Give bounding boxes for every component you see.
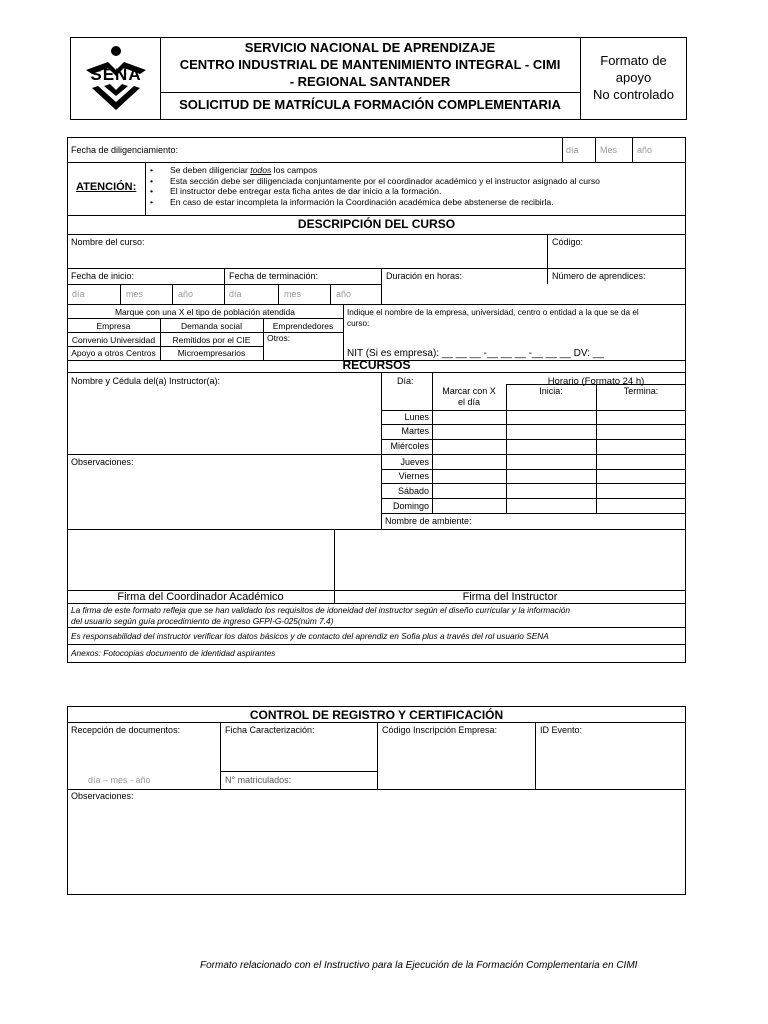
- logo-text: SENA: [90, 65, 142, 84]
- day-row: Miércoles: [390, 441, 429, 451]
- dia-header: Día:: [397, 376, 414, 386]
- termina-header: Termina:: [623, 386, 659, 396]
- matriculados-label[interactable]: N° matriculados:: [225, 775, 292, 785]
- termina-dia-field[interactable]: día: [229, 289, 242, 299]
- atencion-item: • Se deben diligenciar todos los campos: [146, 165, 600, 176]
- descripcion-title: DESCRIPCIÓN DEL CURSO: [297, 217, 456, 231]
- termina-mes-field[interactable]: mes: [284, 289, 302, 299]
- ambiente-label[interactable]: Nombre de ambiente:: [385, 516, 472, 526]
- ficha-label[interactable]: Ficha Caracterización:: [225, 725, 315, 735]
- fecha-terminacion-label: Fecha de terminación:: [229, 271, 319, 281]
- inicia-header: Inicia:: [539, 386, 563, 396]
- nombre-curso-label[interactable]: Nombre del curso:: [71, 237, 145, 247]
- inicio-ano-field[interactable]: año: [178, 289, 194, 299]
- recursos-title: RECURSOS: [342, 358, 411, 372]
- termina-ano-field[interactable]: año: [336, 289, 352, 299]
- day-row: Martes: [401, 426, 429, 436]
- header-line3: - REGIONAL SANTANDER: [289, 74, 451, 89]
- form-title: SOLICITUD DE MATRÍCULA FORMACIÓN COMPLEMENTARIA: [179, 97, 561, 112]
- codigo-empresa-label[interactable]: Código Inscripción Empresa:: [382, 725, 498, 735]
- format-line1: Formato de: [600, 53, 667, 68]
- nota-responsabilidad: Es responsabilidad del instructor verificar los datos básicos y de contacto del aprendiz en Sofia plus a través del rol usuario SENA: [71, 631, 549, 641]
- indique-label-2: curso:: [347, 319, 370, 328]
- control-observaciones-label[interactable]: Observaciones:: [71, 791, 134, 801]
- format-line2: apoyo: [615, 70, 652, 85]
- poblacion-convenio[interactable]: Convenio Universidad: [71, 335, 156, 345]
- day-row: Lunes: [404, 412, 429, 422]
- footer-note: Formato relacionado con el Instructivo para la Ejecución de la Formación Complementaria en CIMI: [200, 960, 638, 971]
- poblacion-demanda-social[interactable]: Demanda social: [181, 321, 242, 331]
- poblacion-empresa[interactable]: Empresa: [96, 321, 131, 331]
- day-row: Domingo: [392, 501, 429, 511]
- poblacion-remitidos[interactable]: Remitidos por el CIE: [172, 335, 251, 345]
- day-row: Sábado: [397, 486, 429, 496]
- horario-header: Horario (Formato 24 h): [547, 376, 645, 387]
- codigo-label[interactable]: Código:: [552, 237, 584, 247]
- format-line3: No controlado: [593, 87, 674, 102]
- marcar-header-1: Marcar con X: [442, 386, 496, 396]
- poblacion-otros[interactable]: Otros:: [267, 333, 291, 343]
- inicio-mes-field[interactable]: mes: [126, 289, 144, 299]
- firma-instructor[interactable]: Firma del Instructor: [462, 591, 558, 603]
- header-line1: SERVICIO NACIONAL DE APRENDIZAJE: [244, 40, 496, 55]
- atencion-item: • Esta sección debe ser diligenciada conjuntamente por el coordinador académico y el instructor asignado al curso: [146, 176, 600, 187]
- atencion-item: • En caso de estar incompleta la información la Coordinación académica debe abstenerse de recibirla.: [146, 197, 600, 208]
- control-title: CONTROL DE REGISTRO Y CERTIFICACIÓN: [249, 708, 504, 722]
- day-row: Viernes: [398, 471, 429, 481]
- recepcion-fecha-field[interactable]: día – mes - año: [88, 775, 151, 785]
- firma-coordinador[interactable]: Firma del Coordinador Académico: [117, 591, 284, 603]
- atencion-list: [146, 165, 600, 207]
- atencion-label: ATENCIÓN:: [76, 181, 137, 193]
- poblacion-apoyo[interactable]: Apoyo a otros Centros: [71, 348, 156, 358]
- nota-firma-2: del usuario según guía procedimiento de ingreso GFPI-G-025(núm 7.4): [71, 616, 334, 626]
- marcar-header-2: el día: [457, 397, 481, 407]
- nota-firma-1: La firma de este formato refleja que se han validado los requisitos de idoneidad del instructor según el diseño curricular y la información: [71, 605, 571, 615]
- fecha-diligenciamiento-label: Fecha de diligenciamiento:: [71, 145, 179, 155]
- numero-aprendices-label[interactable]: Número de aprendices:: [552, 271, 646, 281]
- fecha-dia-field[interactable]: día: [566, 145, 579, 155]
- fecha-inicio-label: Fecha de inicio:: [71, 271, 135, 281]
- sena-logo: [78, 44, 154, 112]
- fecha-ano-field[interactable]: año: [637, 145, 653, 155]
- nit-field[interactable]: NIT (Si es empresa): __ __ __ -__ __ __ -__ __ __ DV: __: [347, 348, 604, 359]
- observaciones-label[interactable]: Observaciones:: [71, 457, 134, 467]
- recepcion-label[interactable]: Recepción de documentos:: [71, 725, 181, 735]
- inicio-dia-field[interactable]: día: [72, 289, 85, 299]
- indique-label-1: Indique el nombre de la empresa, universidad, centro o entidad a la que se da el: [347, 308, 639, 317]
- header-line2: CENTRO INDUSTRIAL DE MANTENIMIENTO INTEGRAL - CIMI: [179, 57, 561, 72]
- id-evento-label[interactable]: ID Evento:: [540, 725, 583, 735]
- anexos: Anexos: Fotocopias documento de identidad aspirantes: [71, 648, 276, 658]
- poblacion-micro[interactable]: Microempresarios: [177, 348, 246, 358]
- fecha-mes-field[interactable]: Mes: [600, 145, 618, 155]
- duracion-label[interactable]: Duración en horas:: [386, 271, 463, 281]
- day-row: Jueves: [400, 457, 429, 467]
- instructor-label[interactable]: Nombre y Cédula del(a) Instructor(a):: [71, 376, 221, 386]
- atencion-item: • El instructor debe entregar esta ficha antes de dar inicio a la formación.: [146, 186, 600, 197]
- poblacion-emprendedores[interactable]: Emprendedores: [272, 321, 334, 331]
- poblacion-title: Marque con una X el tipo de población atendida: [114, 307, 296, 317]
